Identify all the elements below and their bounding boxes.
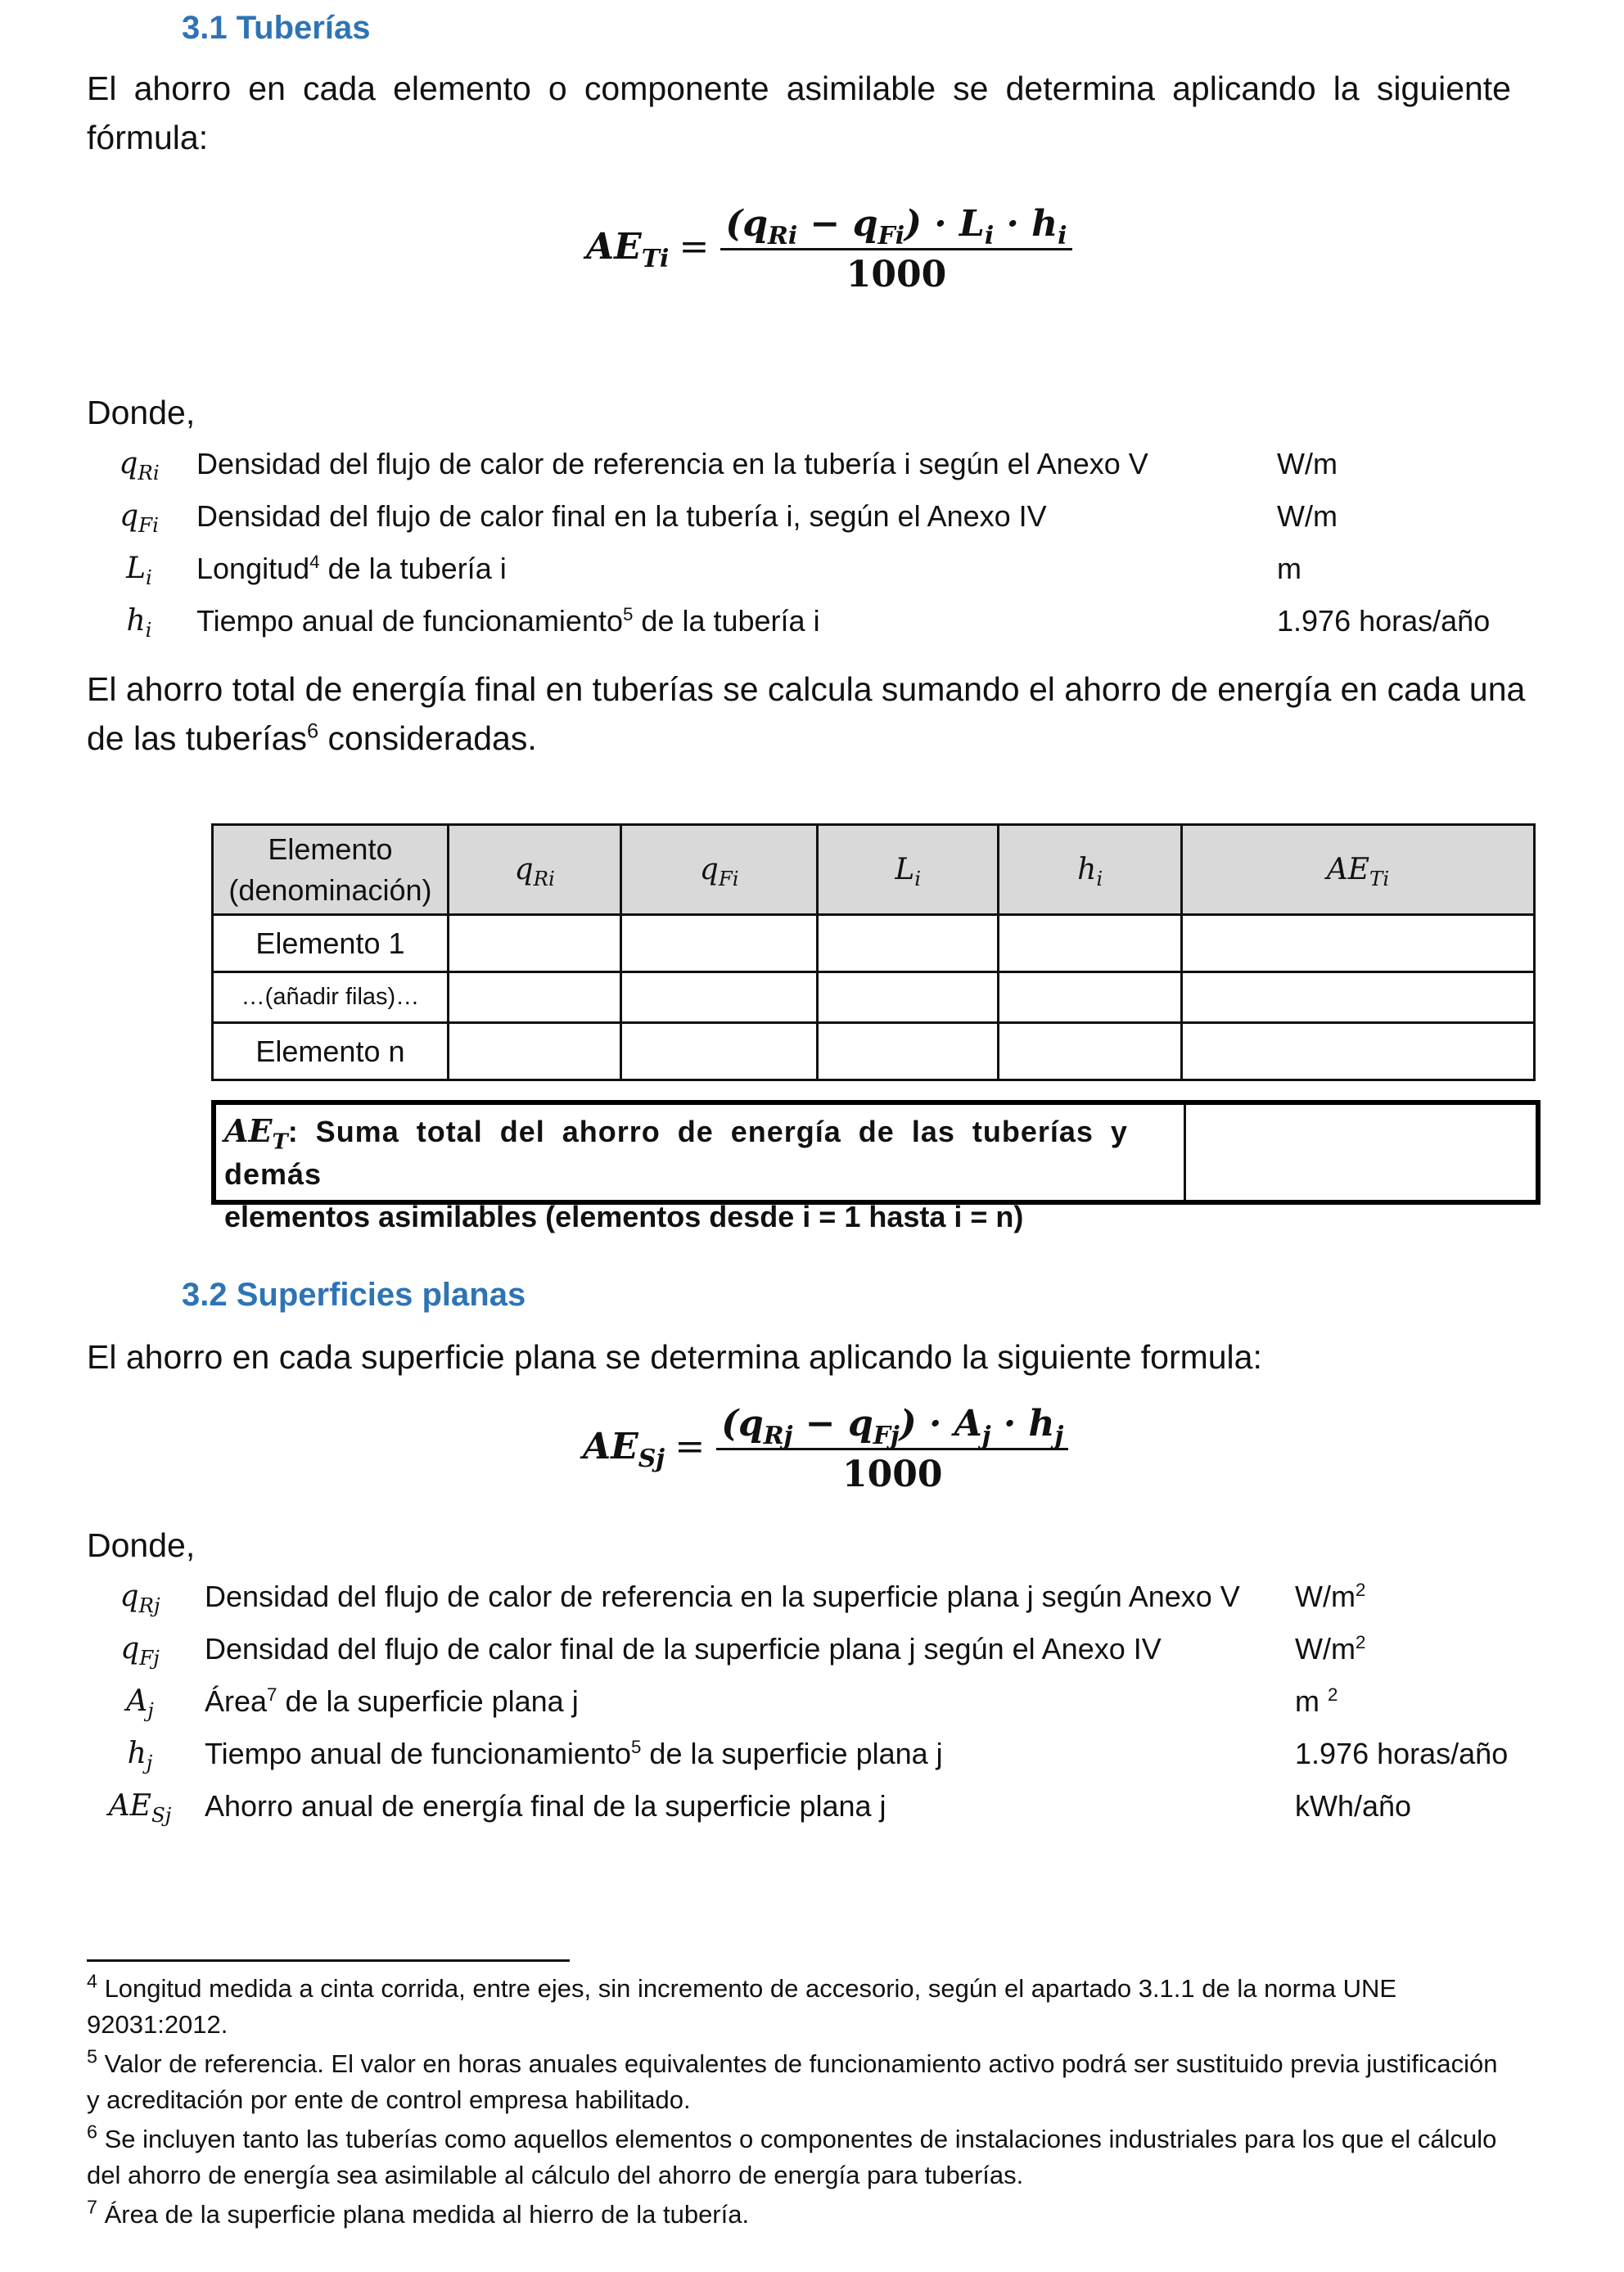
definition-unit: kWh/año [1295, 1789, 1412, 1823]
footnotes [87, 1971, 1511, 2233]
definition-row [0, 1789, 1555, 1838]
table-row [213, 915, 1535, 972]
table-cell[interactable] [999, 1023, 1181, 1080]
table-cell[interactable] [621, 972, 817, 1023]
definition-text: Densidad del flujo de calor final de la superficie plana j según el Anexo IV [205, 1632, 1162, 1666]
definition-text: Tiempo anual de funcionamiento$^5$ de la superficie plana j [205, 1737, 943, 1770]
definition-text: Área$^7$ de la superficie plana j [205, 1684, 579, 1718]
header-q-fi: $q_{Fi}$ [621, 825, 817, 915]
definition-row [0, 1632, 1555, 1681]
symbol-q-ri: $q_{Ri}$ [119, 447, 160, 485]
definition-text: Densidad del flujo de calor final en la tubería i, según el Anexo IV [196, 499, 1047, 533]
table-cell[interactable] [817, 1023, 998, 1080]
definition-row [0, 1737, 1555, 1786]
table-cell[interactable] [999, 915, 1181, 972]
definition-unit: W/m [1277, 447, 1338, 480]
definition-unit: 1.976 horas/año [1277, 604, 1491, 638]
definition-text: Ahorro anual de energía final de la superficie plana j [205, 1789, 886, 1823]
section-title-superficies-planas: 3.2 Superficies planas [182, 1277, 526, 1313]
table-cell[interactable] [621, 1023, 817, 1080]
header-h-i: $h_i$ [999, 825, 1181, 915]
table-cell[interactable] [999, 972, 1181, 1023]
symbol-l-i: $L_i$ [126, 552, 152, 590]
footnote-separator [87, 1959, 570, 1962]
table-row [213, 972, 1535, 1023]
definition-row [0, 499, 1555, 548]
row-label: …(añadir filas)… [213, 972, 449, 1023]
symbol-h-j: $h_j$ [127, 1737, 153, 1775]
donde-label-1: Donde, [87, 394, 196, 431]
row-label: Elemento n [213, 1023, 449, 1080]
definition-text: Densidad del flujo de calor de referencia en la tubería i según el Anexo V [196, 447, 1148, 480]
section2-intro: El ahorro en cada superficie plana se determina aplicando la siguiente formula: [87, 1338, 1262, 1376]
table-cell[interactable] [448, 1023, 621, 1080]
total-savings-box [211, 1100, 1541, 1233]
symbol-q-fj: $q_{Fj}$ [120, 1632, 160, 1670]
header-ae-ti: $AE_{Ti}$ [1181, 825, 1534, 915]
header-q-ri: $q_{Ri}$ [448, 825, 621, 915]
definitions-list-2 [0, 1580, 1624, 1850]
definition-text: Longitud$^4$ de la tubería i [196, 552, 507, 585]
row-label: Elemento 1 [213, 915, 449, 972]
definition-text: Densidad del flujo de calor de referencia en la superficie plana j según Anexo V [205, 1580, 1240, 1613]
definitions-list-1 [0, 447, 1624, 660]
table-cell[interactable] [1181, 1023, 1534, 1080]
definition-row [0, 1684, 1555, 1733]
definition-unit: W/m [1277, 499, 1338, 533]
footnote: $^4$ Longitud medida a cinta corrida, entre ejes, sin incremento de accesorio, según el apartado 3.1.1 de la norma UNE 92031:2012. [87, 1970, 1397, 2039]
definition-unit: $W/m^2$ [1295, 1580, 1366, 1613]
header-elemento: Elemento (denominación) [213, 825, 449, 915]
definition-row [0, 552, 1555, 601]
definition-row [0, 604, 1555, 653]
table-cell[interactable] [817, 915, 998, 972]
total-savings-label: $AE_T$: Suma total del ahorro de energía de las tuberías y demás elementos asimilables (elementos desde i = 1 hasta i = n) [216, 1105, 1186, 1200]
table-cell[interactable] [448, 972, 621, 1023]
donde-label-2: Donde, [87, 1526, 196, 1564]
footnote: $^6$ Se incluyen tanto las tuberías como aquellos elementos o componentes de instalaciones industriales para los que el cálculo del ahorro de energía sea asimilable al cálculo del ahorro de energía para tuberías. [87, 2121, 1497, 2189]
header-l-i: $L_i$ [817, 825, 998, 915]
definition-unit: $W/m^2$ [1295, 1632, 1366, 1666]
definition-unit: m $^2$ [1295, 1684, 1338, 1718]
definition-text: Tiempo anual de funcionamiento$^5$ de la tubería i [196, 604, 820, 638]
table-cell[interactable] [817, 972, 998, 1023]
formula-ae-sj: $AE_{Sj}$ = $\frac{(q_{Rj} - q_{Fj}) \cdot A_j \cdot h_j}{1000}$ [583, 1403, 1068, 1495]
table-header-row [213, 825, 1535, 915]
formula-ae-ti: $AE_{Ti}$ = $\frac{(q_{Ri} - q_{Fi}) \cdot L_i \cdot h_i}{1000}$ [586, 203, 1072, 295]
table-cell[interactable] [621, 915, 817, 972]
section1-intro: El ahorro en cada elemento o componente asimilable se determina aplicando la siguiente fórmula: [87, 70, 1511, 156]
definition-unit: m [1277, 552, 1301, 585]
total-savings-paragraph: El ahorro total de energía final en tuberías se calcula sumando el ahorro de energía en cada una de las tuberías$^6$ consideradas. [87, 670, 1526, 757]
table-cell[interactable] [1181, 915, 1534, 972]
definition-row [0, 447, 1555, 496]
table-cell[interactable] [448, 915, 621, 972]
symbol-a-j: $A_j$ [126, 1684, 154, 1723]
definition-row [0, 1580, 1555, 1629]
definition-unit: 1.976 horas/año [1295, 1737, 1509, 1770]
table-cell[interactable] [1181, 972, 1534, 1023]
symbol-ae-sj: $AE_{Sj}$ [108, 1789, 172, 1828]
symbol-h-i: $h_i$ [126, 604, 152, 642]
section-title-tuberias: 3.1 Tuberías [182, 10, 371, 46]
symbol-q-fi: $q_{Fi}$ [120, 499, 159, 538]
footnote: $^5$ Valor de referencia. El valor en horas anuales equivalentes de funcionamiento activo podrá ser sustituido previa justificación y acreditación por ente de control empresa habilitado. [87, 2045, 1498, 2114]
footnote: $^7$ Área de la superficie plana medida al hierro de la tubería. [87, 2196, 750, 2229]
savings-table [211, 823, 1536, 1081]
symbol-q-rj: $q_{Rj}$ [120, 1580, 160, 1618]
table-row [213, 1023, 1535, 1080]
total-savings-value[interactable] [1186, 1105, 1536, 1200]
